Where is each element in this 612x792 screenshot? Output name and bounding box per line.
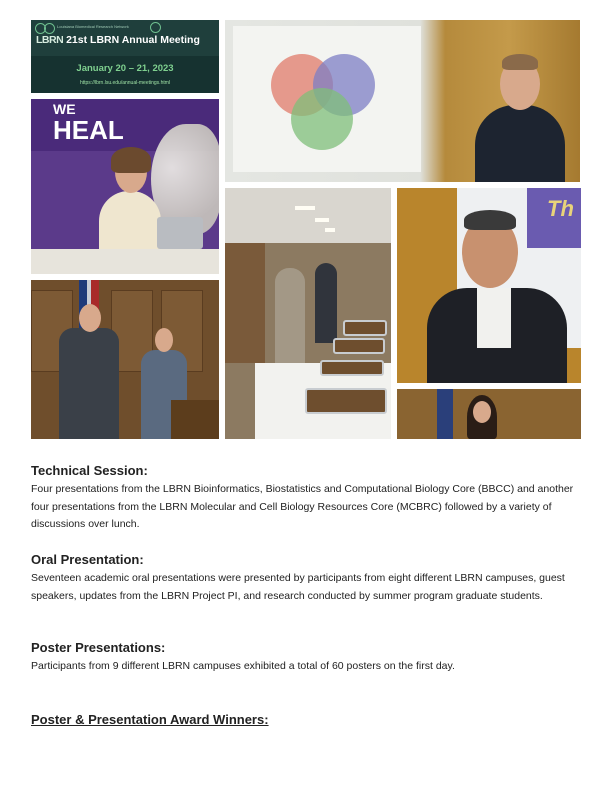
section-body: Participants from 9 different LBRN campuses exhibited a total of 60 posters on the first day. xyxy=(31,660,455,672)
banner-org-name: Louisiana Biomedical Research Network xyxy=(57,24,129,29)
section-body: Seventeen academic oral presentations were presented by participants from eight different LBRN campuses, guest speakers, updates from the LBRN Project PI, and research conducted by summer program graduate students. xyxy=(31,572,565,602)
photo-speaker-slide xyxy=(225,20,580,182)
heal-line1: WE xyxy=(53,101,76,117)
heal-line2: HEAL xyxy=(53,115,124,145)
section-technical-session xyxy=(31,463,591,534)
photo-two-speakers xyxy=(31,280,219,439)
section-oral-presentation xyxy=(31,552,591,605)
photo-speaker-2 xyxy=(397,188,581,383)
section-heading: Oral Presentation: xyxy=(31,552,144,567)
projection-screen xyxy=(233,26,421,172)
photo-collage xyxy=(31,20,581,439)
photo-buffet xyxy=(225,188,391,439)
photo-we-heal xyxy=(31,99,219,274)
section-heading: Technical Session: xyxy=(31,463,148,478)
section-award-winners xyxy=(31,712,591,727)
banner-title xyxy=(36,34,200,46)
logo-hex-icon xyxy=(44,23,55,34)
banner-meeting-title: 21st LBRN Annual Meeting xyxy=(66,34,200,46)
section-body: Four presentations from the LBRN Bioinformatics, Biostatistics and Computational Biology Core (BBCC) and another four presentations from the LBRN Molecular and Cell Biology Resources Core (MCBRC) followed by a variety of discussions over lunch. xyxy=(31,483,574,530)
photo-bottom-right xyxy=(397,389,581,439)
awards-heading: Poster & Presentation Award Winners: xyxy=(31,712,269,727)
slide-corner-text: Th xyxy=(547,196,574,221)
banner-url: https://lbrn.lsu.edu/annual-meetings.html xyxy=(79,80,171,86)
section-poster-presentations xyxy=(31,640,591,676)
logo-hex-icon xyxy=(150,22,161,33)
section-heading: Poster Presentations: xyxy=(31,640,166,655)
banner-logo-text: LBRN xyxy=(36,34,64,46)
banner-dates: January 20 – 21, 2023 xyxy=(76,63,174,74)
meeting-banner xyxy=(31,20,219,93)
